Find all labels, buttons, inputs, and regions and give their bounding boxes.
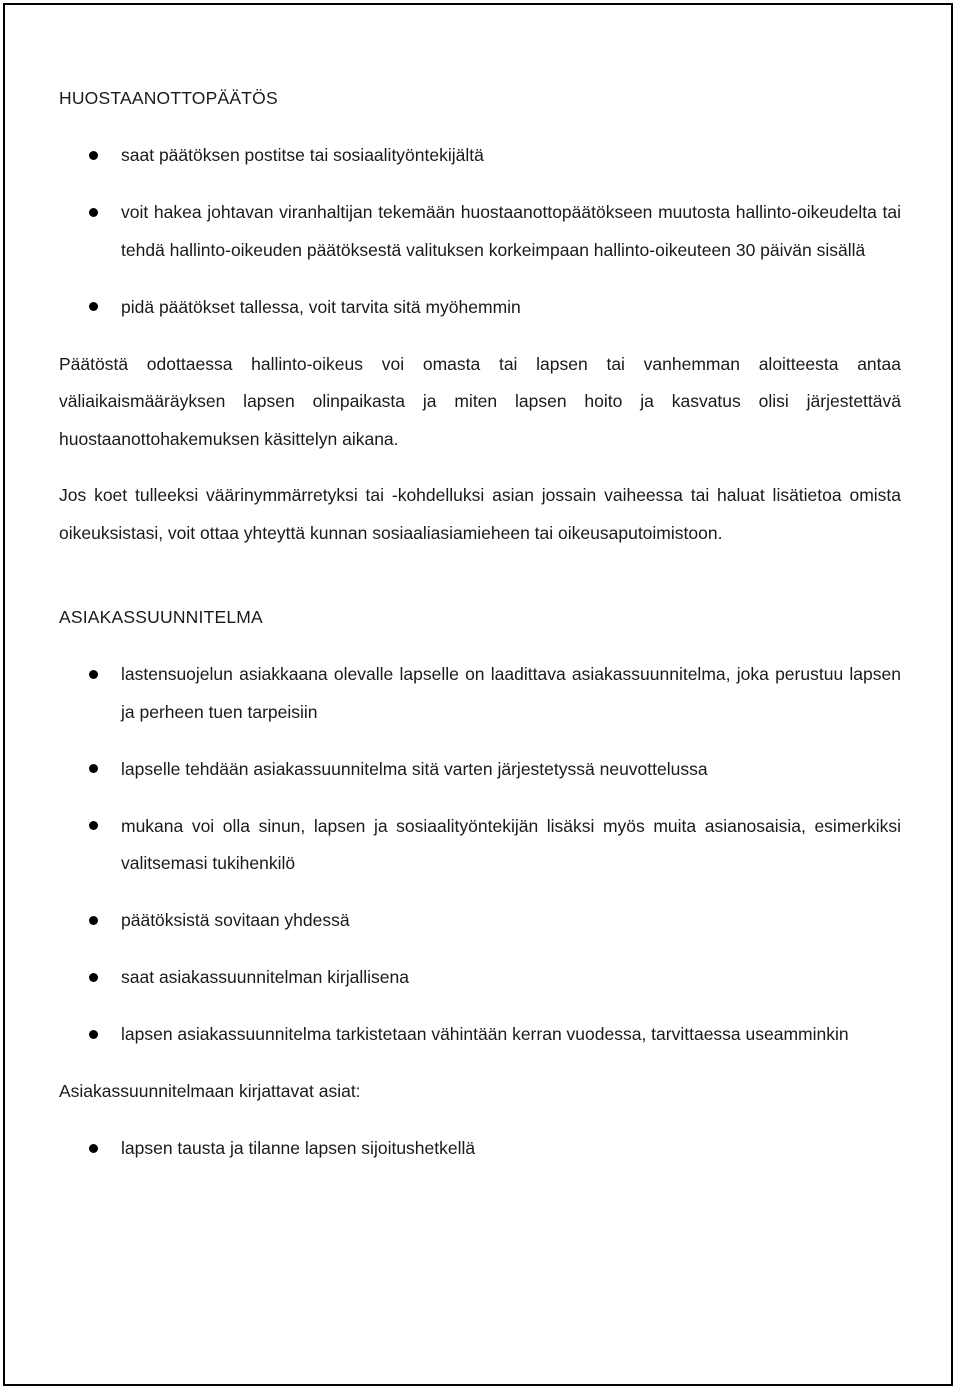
list-item-text: pidä päätökset tallessa, voit tarvita sitä myöhemmin	[121, 296, 521, 317]
bullet-icon	[89, 1144, 98, 1153]
list-item	[59, 959, 901, 997]
bullet-icon	[89, 302, 98, 311]
subsection-label: Asiakassuunnitelmaan kirjattavat asiat:	[59, 1081, 361, 1101]
list-item	[59, 194, 901, 269]
section-heading-asiakassuunnitelma: ASIAKASSUUNNITELMA	[59, 607, 263, 627]
list-item	[59, 902, 901, 940]
list-item	[59, 751, 901, 789]
list-item-text: lapselle tehdään asiakassuunnitelma sitä varten järjestetyssä neuvottelussa	[121, 758, 708, 779]
list-item-text: päätöksistä sovitaan yhdessä	[121, 910, 350, 930]
paragraph-interim-order: Päätöstä odottaessa hallinto-oikeus voi omasta tai lapsen tai vanhemman aloitteesta antaa väliaikaismääräyksen lapsen olinpaikasta ja miten lapsen hoito ja kasvatus olisi järjestettävä huostaanottohakemuksen käsittelyn aikana.	[59, 353, 901, 449]
bullet-icon	[89, 1030, 98, 1039]
bullet-icon	[89, 973, 98, 982]
paragraph-rights-info: Jos koet tulleeksi väärinymmärretyksi tai -kohdelluksi asian jossain vaiheessa tai haluat lisätietoa omista oikeuksistasi, voit ottaa yhteyttä kunnan sosiaaliasiamieheen tai oikeusaputoimistoon.	[59, 485, 901, 543]
bullet-icon	[89, 208, 98, 217]
list-item-text: mukana voi olla sinun, lapsen ja sosiaalityöntekijän lisäksi myös muita asianosaisia, esimerkiksi valitsemasi tukihenkilö	[121, 815, 901, 873]
list-item	[59, 1016, 901, 1054]
bullet-icon	[89, 916, 98, 925]
list-item-text: saat päätöksen postitse tai sosiaalityöntekijältä	[121, 145, 484, 165]
document-content	[59, 80, 901, 1187]
bullet-icon	[89, 821, 98, 830]
section-heading-huostaanottopaatos: HUOSTAANOTTOPÄÄTÖS	[59, 88, 278, 108]
list-item-text: lastensuojelun asiakkaana olevalle lapselle on laadittava asiakassuunnitelma, joka perustuu lapsen ja perheen tuen tarpeisiin	[121, 664, 901, 722]
bullet-icon	[89, 670, 98, 679]
bullet-list	[59, 656, 901, 1054]
list-item-text: voit hakea johtavan viranhaltijan tekemään huostaanottopäätökseen muutosta hallinto-oikeudelta tai tehdä hallinto-oikeuden päätöksestä valituksen korkeimpaan hallinto-oikeuteen 30 päivän sisällä	[121, 202, 901, 260]
list-item	[59, 808, 901, 883]
list-item	[59, 137, 901, 175]
list-item	[59, 289, 901, 327]
section-asiakassuunnitelma	[59, 599, 901, 1168]
bullet-list	[59, 137, 901, 326]
list-item-text: lapsen asiakassuunnitelma tarkistetaan vähintään kerran vuodessa, tarvittaessa useamminkin	[121, 1024, 849, 1044]
bullet-list	[59, 1130, 901, 1168]
list-item-text: lapsen tausta ja tilanne lapsen sijoitushetkellä	[121, 1138, 476, 1158]
list-item-text: saat asiakassuunnitelman kirjallisena	[121, 967, 409, 987]
list-item	[59, 1130, 901, 1168]
bullet-icon	[89, 151, 98, 160]
bullet-icon	[89, 764, 98, 773]
list-item	[59, 656, 901, 731]
